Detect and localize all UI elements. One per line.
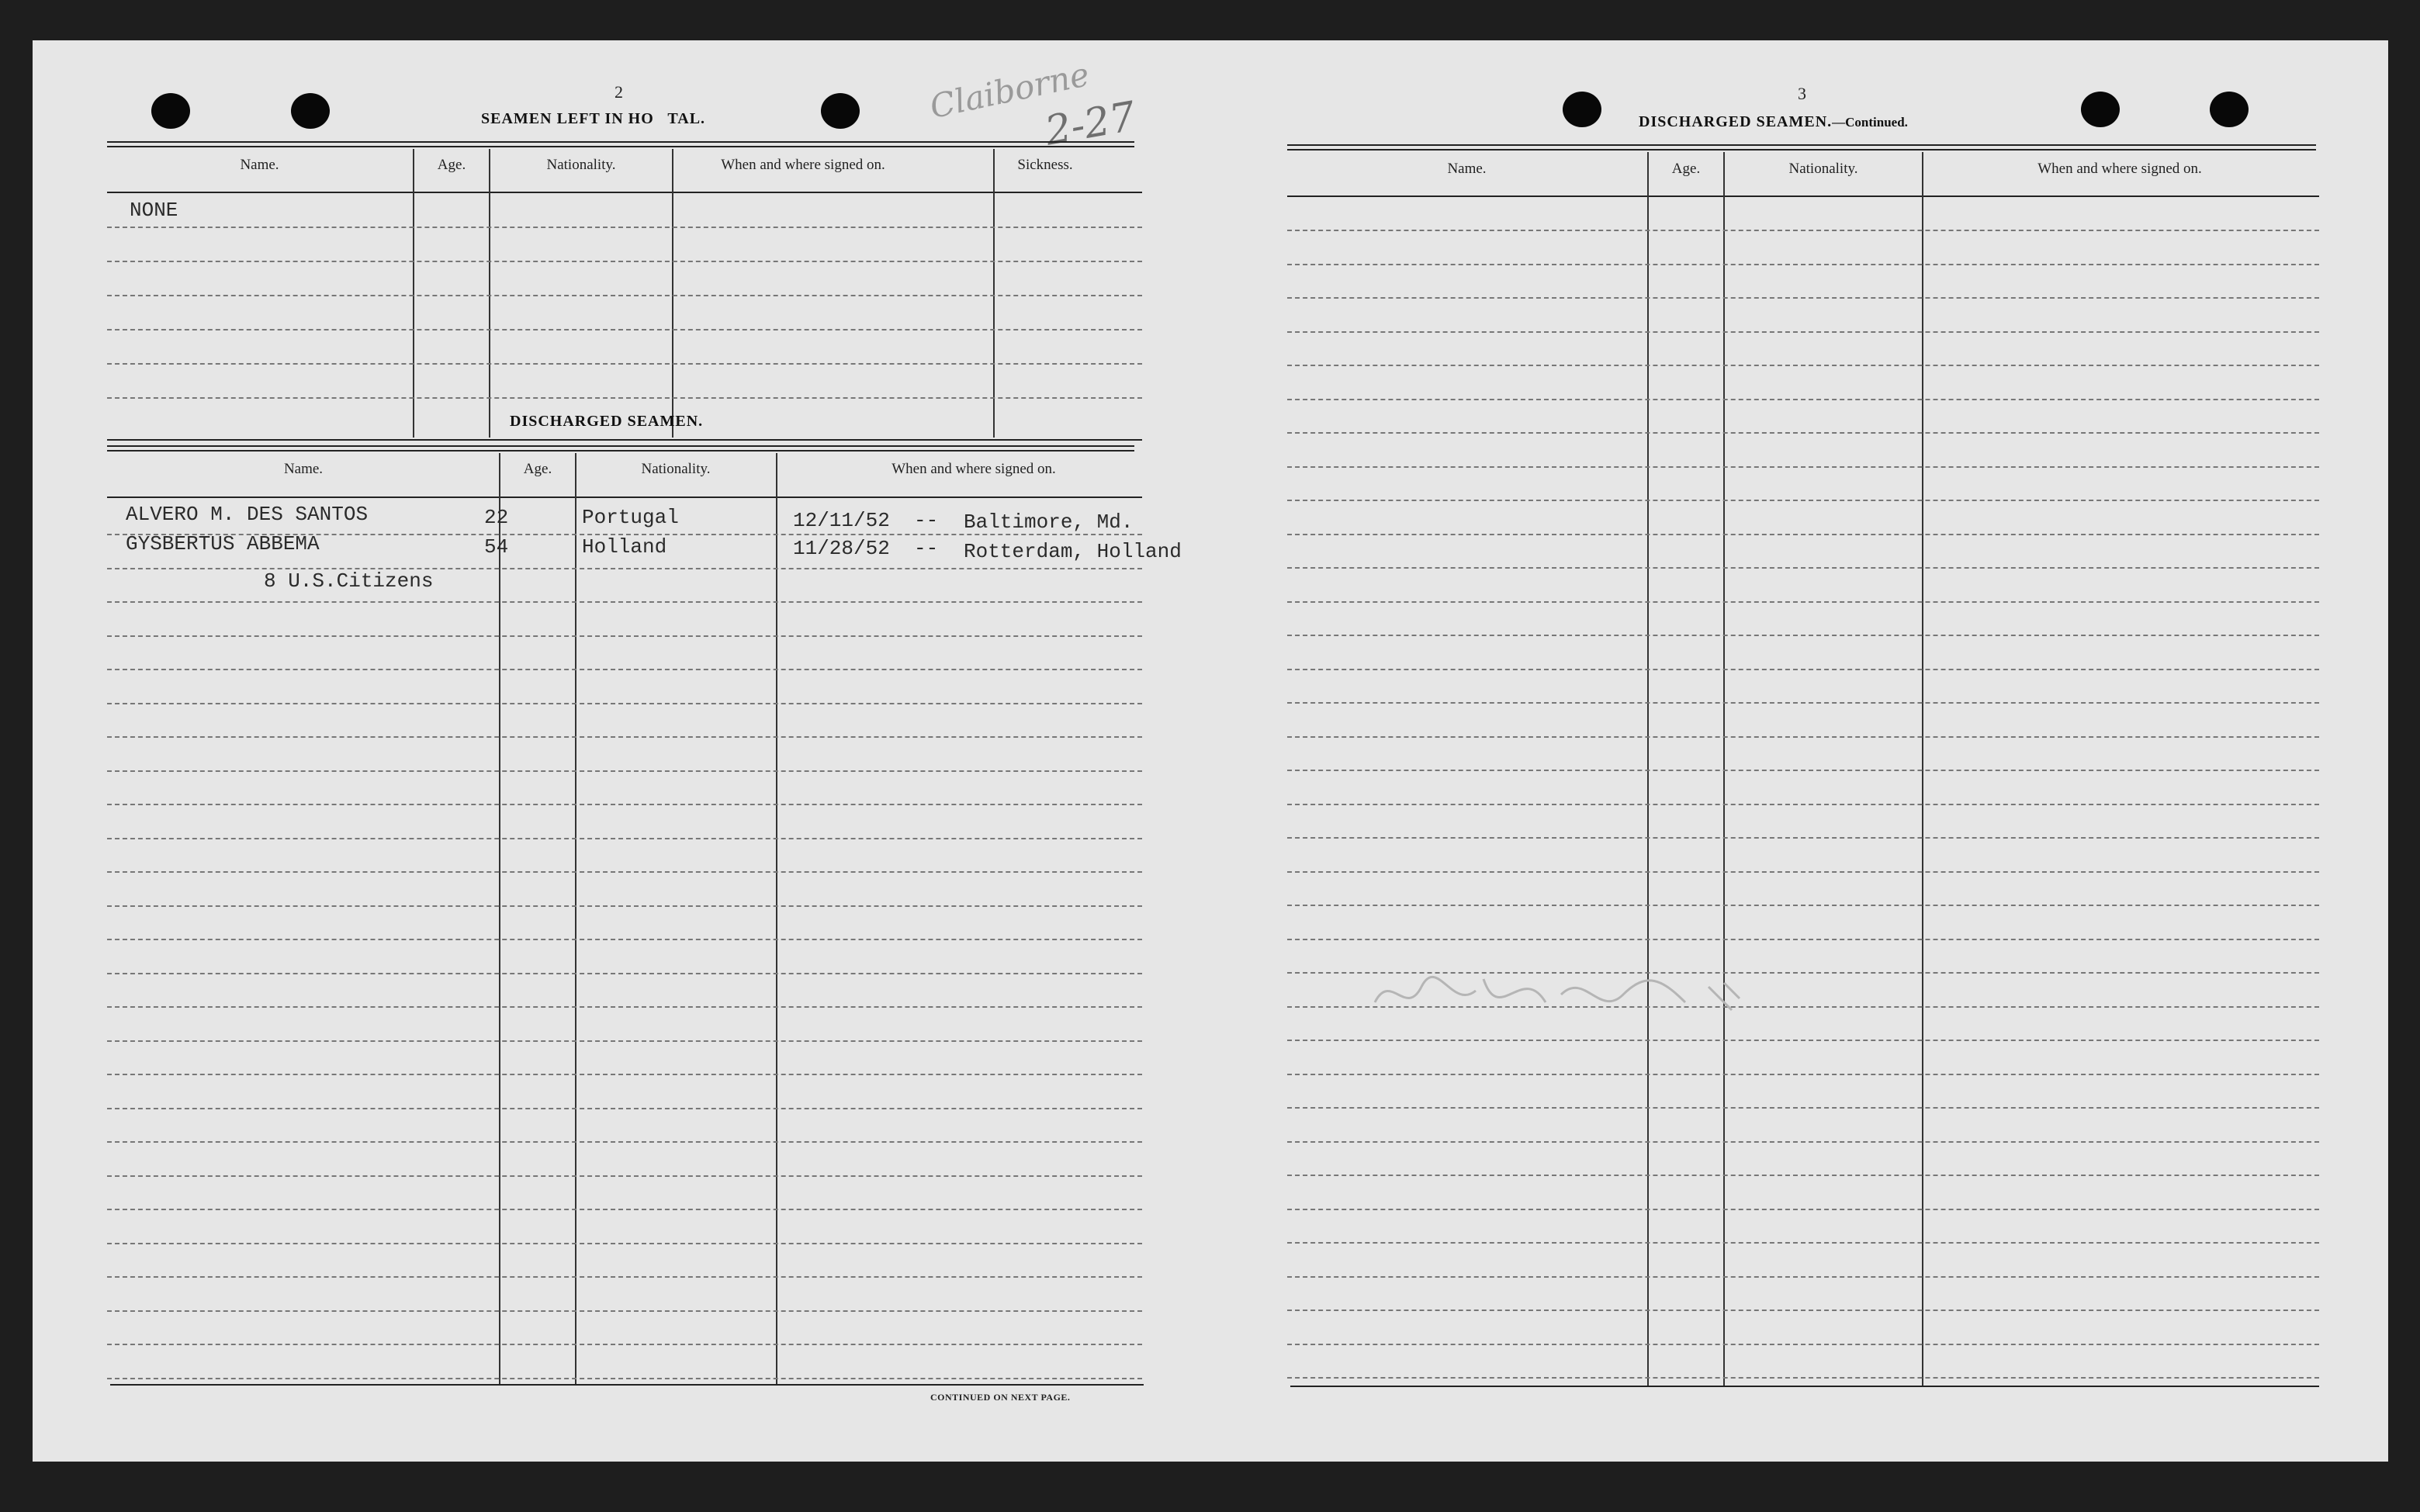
row-1-nationality: Portugal xyxy=(582,506,679,529)
hospital-dashed-line xyxy=(107,397,1142,399)
dashed-rule-line xyxy=(107,1378,1142,1379)
dashed-rule-line xyxy=(107,1006,1142,1008)
punch-hole xyxy=(151,93,190,129)
dashed-rule-line xyxy=(107,1209,1142,1210)
punch-hole xyxy=(291,93,330,129)
punch-hole xyxy=(1563,92,1601,127)
dashed-rule-line xyxy=(107,1243,1142,1244)
dashed-rule-line xyxy=(107,1175,1142,1177)
row-2-age: 54 xyxy=(484,535,509,559)
discharged-bottom-rule xyxy=(110,1384,1144,1386)
dashed-rule-line xyxy=(1287,1175,2319,1176)
dashed-rule-line xyxy=(107,1310,1142,1312)
dashed-rule-line xyxy=(1287,1242,2319,1244)
row-2-date: 11/28/52 xyxy=(793,537,890,560)
dashed-rule-line xyxy=(1287,500,2319,501)
hospital-header-age: Age. xyxy=(437,157,466,173)
right-header-name: Name. xyxy=(1447,161,1487,177)
right-col-divider xyxy=(1647,152,1649,1386)
right-col-divider xyxy=(1723,152,1725,1386)
dashed-rule-line xyxy=(1287,669,2319,670)
hospital-dashed-line xyxy=(107,363,1142,365)
dashed-rule-line xyxy=(1287,939,2319,940)
continued-footer: CONTINUED ON NEXT PAGE. xyxy=(930,1392,1071,1403)
dashed-rule-line xyxy=(107,1344,1142,1345)
dashed-rule-line xyxy=(107,669,1142,670)
hospital-header-signed-on: When and where signed on. xyxy=(721,157,885,173)
dashed-rule-line xyxy=(1287,736,2319,738)
discharged-col-divider xyxy=(575,453,576,1384)
dashed-rule-line xyxy=(1287,365,2319,366)
dashed-rule-line xyxy=(1287,534,2319,535)
page-number-left: 2 xyxy=(615,82,623,102)
dashed-rule-line xyxy=(1287,804,2319,805)
dashed-rule-line xyxy=(1287,1040,2319,1041)
hospital-header-sickness: Sickness. xyxy=(1017,157,1073,173)
dashed-rule-line xyxy=(1287,399,2319,400)
discharged-top-rule xyxy=(107,445,1134,452)
hospital-section-title: SEAMEN LEFT IN HO TAL. xyxy=(481,110,706,127)
right-top-rule xyxy=(1287,144,2316,151)
dashed-rule-line xyxy=(1287,1209,2319,1210)
dashed-rule-line xyxy=(1287,601,2319,603)
dashed-rule-line xyxy=(107,568,1142,569)
handwritten-note: Claiborne xyxy=(926,54,1093,126)
discharged-continued-title xyxy=(1639,113,1908,131)
row-1-age: 22 xyxy=(484,506,509,529)
hospital-dashed-line xyxy=(107,295,1142,296)
dashed-rule-line xyxy=(1287,466,2319,468)
hospital-header-name: Name. xyxy=(240,157,279,173)
discharged-header-rule xyxy=(107,497,1142,498)
punch-hole xyxy=(821,93,860,129)
dashed-rule-line xyxy=(1287,230,2319,231)
discharged-header-nationality: Nationality. xyxy=(641,461,711,477)
dashed-rule-line xyxy=(1287,331,2319,333)
hospital-dashed-line xyxy=(107,227,1142,228)
row-2-name: GYSBERTUS ABBEMA xyxy=(126,532,320,555)
right-header-age: Age. xyxy=(1671,161,1701,177)
hospital-col-divider xyxy=(489,149,490,438)
dashed-rule-line xyxy=(1287,1107,2319,1109)
hospital-col-divider xyxy=(993,149,995,438)
discharged-col-divider xyxy=(776,453,777,1384)
hospital-header-nationality: Nationality. xyxy=(546,157,616,173)
pencil-scribble xyxy=(1367,956,1786,1033)
dashed-rule-line xyxy=(107,905,1142,907)
discharged-continued-title-suffix: —Continued. xyxy=(1832,115,1908,130)
dashed-rule-line xyxy=(107,770,1142,772)
dashed-rule-line xyxy=(1287,1276,2319,1278)
dashed-rule-line xyxy=(1287,1310,2319,1311)
discharged-header-name: Name. xyxy=(283,461,324,477)
dashed-rule-line xyxy=(1287,432,2319,434)
dashed-rule-line xyxy=(107,1074,1142,1075)
row-1-separator: -- xyxy=(914,509,939,532)
hospital-col-divider xyxy=(672,149,673,438)
dashed-rule-line xyxy=(1287,1074,2319,1075)
handwritten-number: 2-27 xyxy=(1041,93,1140,155)
dashed-rule-line xyxy=(107,635,1142,637)
hospital-dashed-line xyxy=(107,329,1142,330)
dashed-rule-line xyxy=(107,601,1142,603)
discharged-header-signed-on: When and where signed on. xyxy=(891,461,1056,477)
dashed-rule-line xyxy=(107,804,1142,805)
hospital-entry: NONE xyxy=(130,199,178,222)
citizens-note: 8 U.S.Citizens xyxy=(264,569,434,593)
dashed-rule-line xyxy=(107,1040,1142,1042)
punch-hole xyxy=(2210,92,2249,127)
hospital-top-rule xyxy=(107,141,1134,147)
dashed-rule-line xyxy=(1287,871,2319,873)
hospital-dashed-line xyxy=(107,261,1142,262)
dashed-rule-line xyxy=(107,871,1142,873)
dashed-rule-line xyxy=(107,1276,1142,1278)
dashed-rule-line xyxy=(107,1108,1142,1109)
hospital-header-rule xyxy=(107,192,1142,193)
dashed-rule-line xyxy=(1287,1377,2319,1379)
right-header-signed-on: When and where signed on. xyxy=(2037,161,2202,177)
dashed-rule-line xyxy=(1287,635,2319,636)
hospital-col-divider xyxy=(413,149,414,438)
discharged-section-title: DISCHARGED SEAMEN. xyxy=(510,413,704,430)
discharged-header-age: Age. xyxy=(523,461,552,477)
dashed-rule-line xyxy=(1287,837,2319,839)
dashed-rule-line xyxy=(107,838,1142,839)
row-2-nationality: Holland xyxy=(582,535,667,559)
dashed-rule-line xyxy=(107,703,1142,704)
row-2-place: Rotterdam, Holland xyxy=(964,540,1182,563)
document-sheet xyxy=(33,40,2388,1462)
hospital-bottom-rule xyxy=(107,439,1142,441)
page-number-right: 3 xyxy=(1798,84,1806,103)
dashed-rule-line xyxy=(1287,1141,2319,1143)
dashed-rule-line xyxy=(1287,1344,2319,1345)
row-1-date: 12/11/52 xyxy=(793,509,890,532)
dashed-rule-line xyxy=(107,736,1142,738)
right-col-divider xyxy=(1922,152,1923,1386)
discharged-col-divider xyxy=(499,453,500,1384)
dashed-rule-line xyxy=(107,1141,1142,1143)
dashed-rule-line xyxy=(107,939,1142,940)
right-bottom-rule xyxy=(1290,1386,2319,1387)
dashed-rule-line xyxy=(1287,702,2319,704)
discharged-continued-title-main: DISCHARGED SEAMEN. xyxy=(1639,113,1833,130)
dashed-rule-line xyxy=(1287,770,2319,771)
right-header-nationality: Nationality. xyxy=(1788,161,1858,177)
right-header-rule xyxy=(1287,195,2319,197)
dashed-rule-line xyxy=(1287,905,2319,906)
punch-hole xyxy=(2081,92,2120,127)
dashed-rule-line xyxy=(107,973,1142,974)
row-1-name: ALVERO M. DES SANTOS xyxy=(126,503,369,526)
row-2-separator: -- xyxy=(914,537,939,560)
dashed-rule-line xyxy=(1287,297,2319,299)
dashed-rule-line xyxy=(1287,264,2319,265)
dashed-rule-line xyxy=(1287,567,2319,569)
row-1-place: Baltimore, Md. xyxy=(964,510,1134,534)
